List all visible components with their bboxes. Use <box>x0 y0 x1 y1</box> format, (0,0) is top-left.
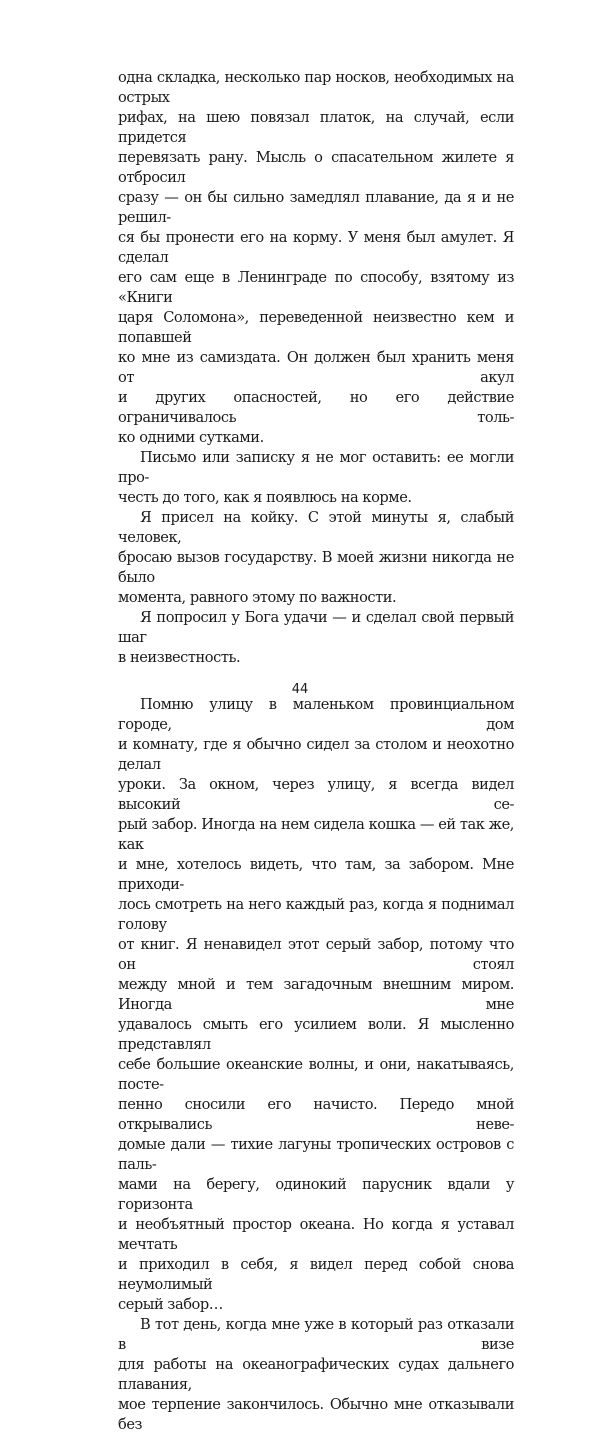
text-line: между мной и тем загадочным внешним миром. Иногда мне <box>118 976 514 1013</box>
section-bottom <box>118 695 514 1435</box>
text-line: уроки. За окном, через улицу, я всегда видел высокий се- <box>118 776 514 813</box>
text-line: Я присел на койку. С этой минуты я, слабый человек, <box>118 509 514 546</box>
text-line: одна складка, несколько пар носков, необходимых на острых <box>118 69 514 106</box>
text-line: момента, равного этому по важности. <box>118 589 397 606</box>
text-line: бросаю вызов государству. В моей жизни никогда не было <box>118 549 514 586</box>
text-line: удавалось смыть его усилием воли. Я мысленно представлял <box>118 1016 514 1053</box>
text-line: от книг. Я ненавидел этот серый забор, потому что он стоял <box>118 936 514 973</box>
text-line: его сам еще в Ленинграде по способу, взятому из «Книги <box>118 269 514 306</box>
text-line: и мне, хотелось видеть, что там, за забором. Мне приходи- <box>118 856 514 893</box>
text-line: пенно сносили его начисто. Передо мной открывались неве- <box>118 1096 514 1133</box>
text-line: домые дали — тихие лагуны тропических островов с паль- <box>118 1136 514 1173</box>
text-line: в неизвестность. <box>118 649 241 666</box>
text-line: для работы на океанографических судах дальнего плавания, <box>118 1356 514 1393</box>
text-line: лось смотреть на него каждый раз, когда я поднимал голову <box>118 896 514 933</box>
text-line: мое терпение закончилось. Обычно мне отказывали без <box>118 1396 514 1433</box>
section-top <box>118 68 514 668</box>
text-line: рый забор. Иногда на нем сидела кошка — ей так же, как <box>118 816 514 853</box>
text-line: Письмо или записку я не мог оставить: ее могли про- <box>118 449 514 486</box>
text-line: и необъятный простор океана. Но когда я уставал мечтать <box>118 1216 514 1253</box>
text-line: серый забор… <box>118 1296 223 1313</box>
text-line: и приходил в себя, я видел перед собой снова неумолимый <box>118 1256 514 1293</box>
text-line: перевязать рану. Мысль о спасательном жилете я отбросил <box>118 149 514 186</box>
page-number: 44 <box>291 682 309 697</box>
text-line: и других опасностей, но его действие ограничивалось толь- <box>118 389 514 426</box>
text-line: рифах, на шею повязал платок, на случай, если придется <box>118 109 514 146</box>
text-line: ко мне из самиздата. Он должен был хранить меня от акул <box>118 349 514 386</box>
text-line: себе большие океанские волны, и они, накатываясь, посте- <box>118 1056 514 1093</box>
text-line: Помню улицу в маленьком провинциальном городе, дом <box>118 696 514 733</box>
text-line: ко одними сутками. <box>118 429 264 446</box>
text-line: ся бы пронести его на корму. У меня был амулет. Я сделал <box>118 229 514 266</box>
text-line: Я попросил у Бога удачи — и сделал свой первый шаг <box>118 609 514 646</box>
text-line: и комнату, где я обычно сидел за столом и неохотно делал <box>118 736 514 773</box>
text-line: честь до того, как я появлюсь на корме. <box>118 489 412 506</box>
body-text <box>118 68 514 1435</box>
text-line: сразу — он бы сильно замедлял плавание, да я и не решил- <box>118 189 514 226</box>
text-line: царя Соломона», переведенной неизвестно кем и попавшей <box>118 309 514 346</box>
text-line: В тот день, когда мне уже в который раз отказали в визе <box>118 1316 514 1353</box>
text-line: мами на берегу, одинокий парусник вдали у горизонта <box>118 1176 514 1213</box>
